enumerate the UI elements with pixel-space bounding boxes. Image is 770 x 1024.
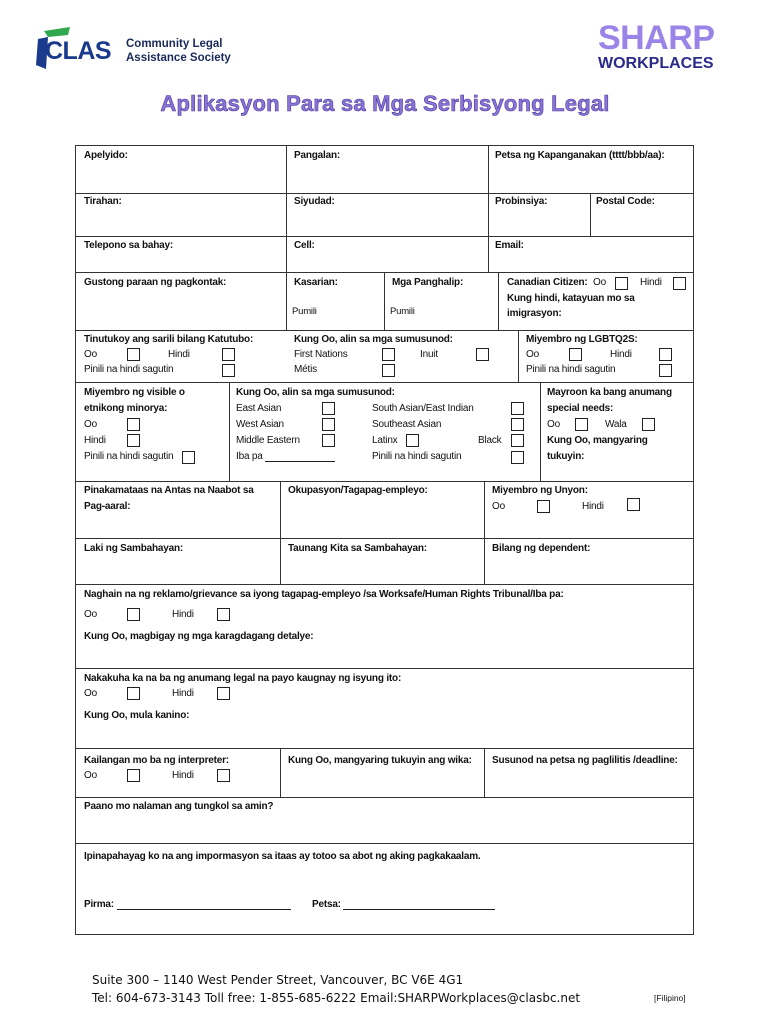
kasarian-label: Kasarian: [294,277,338,288]
referral-field[interactable] [80,815,690,841]
iba-pa-text: Iba pa [236,451,263,462]
household-income-field[interactable] [286,557,480,581]
indigenous-hindi-label: Hindi [168,349,190,360]
special-needs-oo-checkbox[interactable] [575,418,588,431]
lgbtq-oo-label: Oo [526,349,539,360]
tirahan-field[interactable] [80,210,280,234]
pangalan-label: Pangalan: [294,150,340,161]
union-label: Miyembro ng Unyon: [492,485,588,496]
interpreter-oo-checkbox[interactable] [127,769,140,782]
dependents-field[interactable] [490,557,690,581]
citizen-oo-checkbox[interactable] [615,277,628,290]
minority-which-label: Kung Oo, alin sa mga sumusunod: [236,387,395,398]
minority-oo-label: Oo [84,419,97,430]
birthdate-label: Petsa ng Kapanganakan (tttt/bbb/aa): [495,150,665,161]
date-field[interactable] [343,900,495,910]
metis-checkbox[interactable] [382,364,395,377]
household-size-label: Laki ng Sambahayan: [84,543,184,554]
complaint-hindi-label: Hindi [172,609,194,620]
middle-eastern-checkbox[interactable] [322,434,335,447]
legal-advice-oo-checkbox[interactable] [127,687,140,700]
minority-label-2: etnikong minorya: [84,403,168,414]
language-field[interactable] [286,769,480,795]
panghalip-label: Mga Panghalip: [392,277,464,288]
household-size-field[interactable] [80,557,276,581]
probinsiya-label: Probinsiya: [495,196,548,207]
lgbtq-label: Miyembro ng LGBTQ2S: [526,334,638,345]
tirahan-label: Tirahan: [84,196,122,207]
minority-hindi-label: Hindi [84,435,106,446]
latinx-checkbox[interactable] [406,434,419,447]
panghalip-select[interactable]: Pumili [390,306,415,317]
minority-pnhs-label: Pinili na hindi sagutin [84,451,174,462]
south-asian-label: South Asian/East Indian [372,403,474,414]
dependents-label: Bilang ng dependent: [492,543,591,554]
middle-eastern-label: Middle Eastern [236,435,300,446]
postal-code-label: Postal Code: [596,196,655,207]
clas-logo-text: CLAS [45,37,112,65]
referral-question: Paano mo nalaman ang tungkol sa amin? [84,801,274,812]
occupation-field[interactable] [286,500,480,534]
iba-pa-input[interactable] [265,452,335,462]
west-asian-label: West Asian [236,419,284,430]
kasarian-select[interactable]: Pumili [292,306,317,317]
apelyido-label: Apelyido: [84,150,128,161]
union-oo-checkbox[interactable] [537,500,550,513]
siyudad-label: Siyudad: [294,196,335,207]
indigenous-pnhs-checkbox[interactable] [222,364,235,377]
lgbtq-pnhs-checkbox[interactable] [659,364,672,377]
complaint-details-label: Kung Oo, magbigay ng mga karagdagang detalye: [84,631,314,642]
indigenous-oo-label: Oo [84,349,97,360]
complaint-question: Naghain na ng reklamo/grievance sa iyong tagapag-empleyo /sa Worksafe/Human Rights Tribunal/Iba pa: [84,589,564,600]
sharp-logo-line2: WORKPLACES [598,55,714,72]
indigenous-hindi-checkbox[interactable] [222,348,235,361]
form-title: Aplikasyon Para sa Mga Serbisyong Legal [160,91,610,116]
legal-advice-hindi-label: Hindi [172,688,194,699]
education-label-1: Pinakamataas na Antas na Naabot sa [84,485,254,496]
apelyido-field[interactable] [80,164,280,190]
org-name-line2: Assistance Society [126,52,231,64]
probinsiya-field[interactable] [492,210,586,234]
footer-address: Suite 300 – 1140 West Pender Street, Vancouver, BC V6E 4G1 [92,973,464,987]
inuit-label: Inuit [420,349,438,360]
east-asian-label: East Asian [236,403,282,414]
education-label-2: Pag-aaral: [84,501,131,512]
lgbtq-pnhs-label: Pinili na hindi sagutin [526,364,616,375]
interpreter-oo-label: Oo [84,770,97,781]
interpreter-question: Kailangan mo ba ng interpreter: [84,755,229,766]
first-nations-checkbox[interactable] [382,348,395,361]
canadian-citizen-label: Canadian Citizen: [507,277,588,288]
union-hindi-label: Hindi [582,501,604,512]
email-field[interactable] [492,253,690,270]
org-name-line1: Community Legal [126,38,223,50]
citizen-hindi-checkbox[interactable] [673,277,686,290]
legal-advice-hindi-checkbox[interactable] [217,687,230,700]
signature-label: Pirma: [84,899,114,910]
black-checkbox[interactable] [511,434,524,447]
minority-label-1: Miyembro ng visible o [84,387,185,398]
signature-field[interactable] [117,900,291,910]
southeast-asian-label: Southeast Asian [372,419,442,430]
immigration-status-label-2: imigrasyon: [507,308,562,319]
minority-which-pnhs-label: Pinili na hindi sagutin [372,451,462,462]
special-needs-label-2: special needs: [547,403,614,414]
advice-from-whom-label: Kung Oo, mula kanino: [84,710,190,721]
indigenous-label: Tinutukoy ang sarili bilang Katutubo: [84,334,254,345]
complaint-oo-checkbox[interactable] [127,608,140,621]
occupation-label: Okupasyon/Tagapag-empleyo: [288,485,428,496]
legal-advice-oo-label: Oo [84,688,97,699]
latinx-label: Latinx [372,435,398,446]
iba-pa-label [236,451,335,462]
immigration-status-label-1: Kung hindi, katayuan mo sa [507,293,635,304]
citizen-hindi-label: Hindi [640,277,662,288]
footer-contact: Tel: 604-673-3143 Toll free: 1-855-685-6222 Email:SHARPWorkplaces@clasbc.net [92,991,581,1005]
complaint-details-field[interactable] [80,645,690,665]
interpreter-hindi-checkbox[interactable] [217,769,230,782]
special-needs-wala-checkbox[interactable] [642,418,655,431]
east-asian-checkbox[interactable] [322,402,335,415]
deadline-field[interactable] [490,769,690,795]
language-label: Kung Oo, mangyaring tukuyin ang wika: [288,755,472,766]
southeast-asian-checkbox[interactable] [511,418,524,431]
sharp-logo-line1: SHARP [598,19,715,57]
inuit-checkbox[interactable] [476,348,489,361]
household-income-label: Taunang Kita sa Sambahayan: [288,543,427,554]
complaint-hindi-checkbox[interactable] [217,608,230,621]
clas-logo [34,25,122,75]
declaration-text: Ipinapahayag ko na ang impormasyon sa itaas ay totoo sa abot ng aking pagkakaalam. [84,851,481,862]
date-label: Petsa: [312,899,341,910]
language-tag: [Filipino] [654,993,686,1003]
email-label: Email: [495,240,524,251]
first-nations-label: First Nations [294,349,348,360]
lgbtq-hindi-label: Hindi [610,349,632,360]
south-asian-checkbox[interactable] [511,402,524,415]
siyudad-field[interactable] [290,210,484,234]
special-needs-specify-2: tukuyin: [547,451,585,462]
date-row [312,899,495,910]
birthdate-field[interactable] [492,164,690,190]
cell-label: Cell: [294,240,315,251]
union-oo-label: Oo [492,501,505,512]
indigenous-pnhs-label: Pinili na hindi sagutin [84,364,174,375]
special-needs-wala-label: Wala [605,419,627,430]
telepono-label: Telepono sa bahay: [84,240,174,251]
postal-code-field[interactable] [594,210,690,234]
lgbtq-oo-checkbox[interactable] [569,348,582,361]
citizen-oo-label: Oo [593,277,606,288]
indigenous-which-label: Kung Oo, alin sa mga sumusunod: [294,334,453,345]
pangalan-field[interactable] [290,164,484,190]
cell-field[interactable] [290,253,484,270]
signature-row [84,899,291,910]
metis-label: Métis [294,364,317,375]
black-label: Black [478,435,502,446]
deadline-label: Susunod na petsa ng paglilitis /deadline: [492,755,678,766]
interpreter-hindi-label: Hindi [172,770,194,781]
minority-pnhs-checkbox[interactable] [182,451,195,464]
special-needs-label-1: Mayroon ka bang anumang [547,387,672,398]
advice-from-whom-field[interactable] [80,724,690,746]
complaint-oo-label: Oo [84,609,97,620]
union-hindi-checkbox[interactable] [627,498,640,511]
minority-oo-checkbox[interactable] [127,418,140,431]
minority-which-pnhs-checkbox[interactable] [511,451,524,464]
indigenous-oo-checkbox[interactable] [127,348,140,361]
special-needs-oo-label: Oo [547,419,560,430]
lgbtq-hindi-checkbox[interactable] [659,348,672,361]
legal-advice-question: Nakakuha ka na ba ng anumang legal na payo kaugnay ng isyung ito: [84,673,402,684]
west-asian-checkbox[interactable] [322,418,335,431]
special-needs-specify-1: Kung Oo, mangyaring [547,435,648,446]
minority-hindi-checkbox[interactable] [127,434,140,447]
contact-method-label: Gustong paraan ng pagkontak: [84,277,227,288]
telepono-field[interactable] [80,253,280,270]
